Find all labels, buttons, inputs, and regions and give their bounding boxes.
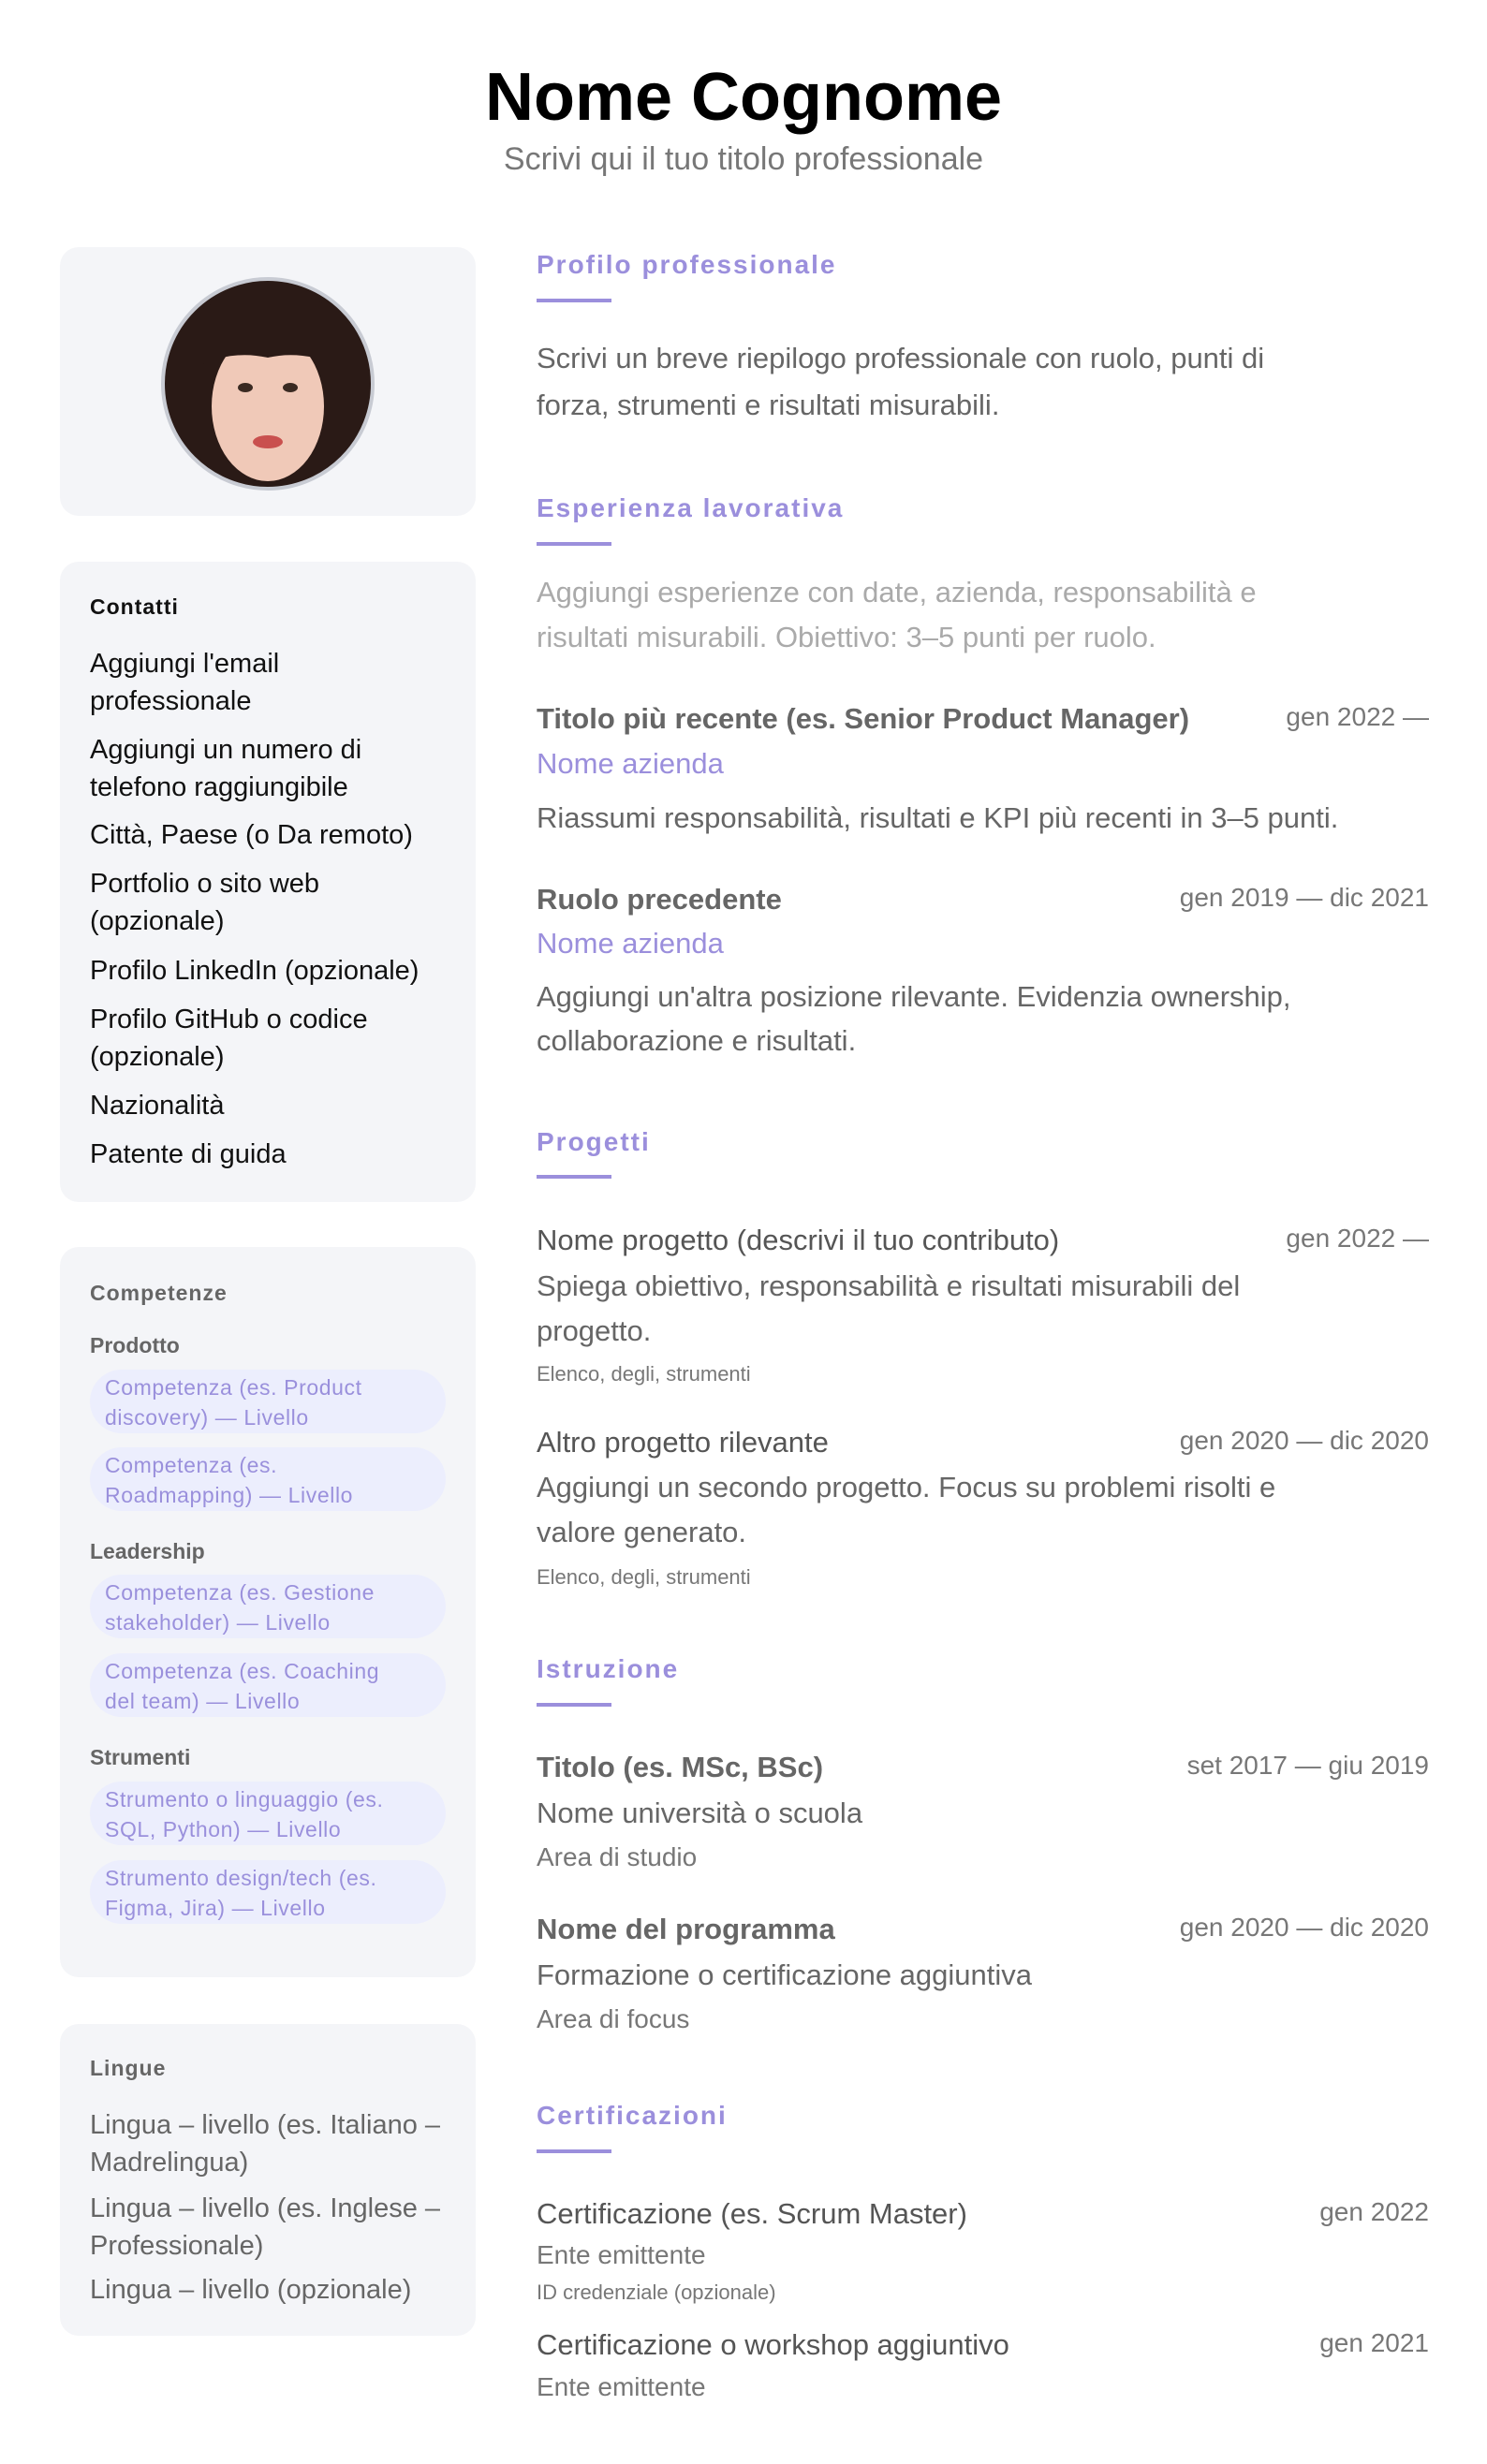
- project-tags: Elenco, degli, strumenti: [537, 1565, 751, 1589]
- project-description: Spiega obiettivo, responsabilità e risultati misurabili del progetto.: [537, 1269, 1241, 1347]
- contacts-card: [60, 562, 476, 1202]
- job-date: gen 2019 — dic 2021: [1179, 883, 1429, 912]
- profile-summary: Scrivi un breve riepilogo professionale con ruolo, punti di forza, strumenti e risultati misurabili.: [537, 342, 1265, 421]
- education-date: set 2017 — giu 2019: [1186, 1751, 1429, 1780]
- certification-date: gen 2021: [1319, 2328, 1429, 2357]
- contact-license: Patente di guida: [90, 1139, 287, 1169]
- contact-email[interactable]: Aggiungi l'email professionale: [90, 649, 280, 716]
- section-underline: [537, 1175, 611, 1179]
- skill-pill: Strumento design/tech (es. Figma, Jira) — Livello: [90, 1860, 446, 1924]
- skills-card: [60, 1247, 476, 1977]
- education-degree: Titolo (es. MSc, BSc): [537, 1751, 824, 1783]
- education-date: gen 2020 — dic 2020: [1179, 1913, 1429, 1942]
- certification-issuer: Ente emittente: [537, 2372, 706, 2401]
- skill-group-prodotto: Prodotto: [90, 1333, 180, 1357]
- contact-location: Città, Paese (o Da remoto): [90, 820, 413, 850]
- section-underline: [537, 299, 611, 302]
- education-area: Area di studio: [537, 1842, 698, 1871]
- contacts-title: Contatti: [90, 594, 179, 619]
- skill-pill: Competenza (es. Coaching del team) — Livello: [90, 1653, 446, 1717]
- candidate-name: Nome Cognome: [484, 60, 1003, 135]
- certification-name: Certificazione (es. Scrum Master): [537, 2197, 967, 2230]
- experience-intro: Aggiungi esperienze con date, azienda, responsabilità e risultati misurabili. Obiettivo: 3–5 punti per ruolo.: [537, 576, 1257, 653]
- section-underline: [537, 1703, 611, 1707]
- contact-portfolio[interactable]: Portfolio o sito web (opzionale): [90, 869, 320, 936]
- skills-title: Competenze: [90, 1281, 228, 1305]
- contact-linkedin[interactable]: Profilo LinkedIn (opzionale): [90, 956, 420, 986]
- certification-date: gen 2022: [1319, 2197, 1429, 2226]
- photo-card: [60, 247, 476, 516]
- job-title: Ruolo precedente: [537, 883, 782, 916]
- contact-phone[interactable]: Aggiungi un numero di telefono raggiungibile: [90, 735, 362, 802]
- skill-group-leadership: Leadership: [90, 1539, 205, 1563]
- education-school: Formazione o certificazione aggiuntiva: [537, 1958, 1032, 1991]
- language-item: Lingua – livello (opzionale): [90, 2275, 412, 2305]
- languages-title: Lingue: [90, 2056, 167, 2080]
- section-underline: [537, 2149, 611, 2153]
- skill-pill: Competenza (es. Roadmapping) — Livello: [90, 1447, 446, 1511]
- section-title-education: Istruzione: [537, 1654, 680, 1683]
- contact-github[interactable]: Profilo GitHub o codice (opzionale): [90, 1005, 368, 1072]
- language-item: Lingua – livello (es. Italiano – Madrelingua): [90, 2110, 441, 2178]
- project-name: Nome progetto (descrivi il tuo contributo): [537, 1224, 1060, 1256]
- job-company: Nome azienda: [537, 927, 724, 960]
- certification-id: ID credenziale (opzionale): [537, 2281, 776, 2304]
- section-title-experience: Esperienza lavorativa: [537, 493, 845, 522]
- profile-photo: [159, 275, 376, 492]
- job-date: gen 2022 —: [1286, 702, 1429, 731]
- job-title: Titolo più recente (es. Senior Product Manager): [537, 702, 1190, 735]
- job-description: Riassumi responsabilità, risultati e KPI più recenti in 3–5 punti.: [537, 801, 1339, 834]
- project-date: gen 2020 — dic 2020: [1179, 1426, 1429, 1455]
- section-underline: [537, 542, 611, 546]
- project-name: Altro progetto rilevante: [537, 1426, 829, 1459]
- project-description: Aggiungi un secondo progetto. Focus su problemi risolti e valore generato.: [537, 1471, 1276, 1548]
- skill-pill: Competenza (es. Product discovery) — Livello: [90, 1370, 446, 1433]
- job-description: Aggiungi un'altra posizione rilevante. Evidenzia ownership, collaborazione e risultati.: [537, 980, 1291, 1057]
- section-title-projects: Progetti: [537, 1127, 651, 1156]
- education-degree: Nome del programma: [537, 1913, 835, 1945]
- education-area: Area di focus: [537, 2004, 690, 2033]
- section-title-certifications: Certificazioni: [537, 2101, 728, 2130]
- professional-title: Scrivi qui il tuo titolo professionale: [503, 141, 984, 177]
- skill-group-strumenti: Strumenti: [90, 1745, 191, 1769]
- certification-issuer: Ente emittente: [537, 2240, 706, 2269]
- skill-pill: Strumento o linguaggio (es. SQL, Python) — Livello: [90, 1782, 446, 1845]
- section-title-profile: Profilo professionale: [537, 250, 837, 279]
- job-company: Nome azienda: [537, 747, 724, 780]
- certification-name: Certificazione o workshop aggiuntivo: [537, 2328, 1009, 2361]
- languages-card: [60, 2024, 476, 2336]
- project-date: gen 2022 —: [1286, 1224, 1429, 1253]
- language-item: Lingua – livello (es. Inglese – Professionale): [90, 2193, 441, 2261]
- project-tags: Elenco, degli, strumenti: [537, 1362, 751, 1386]
- education-school: Nome università o scuola: [537, 1797, 863, 1829]
- contact-nationality: Nazionalità: [90, 1091, 225, 1121]
- skill-pill: Competenza (es. Gestione stakeholder) — Livello: [90, 1575, 446, 1638]
